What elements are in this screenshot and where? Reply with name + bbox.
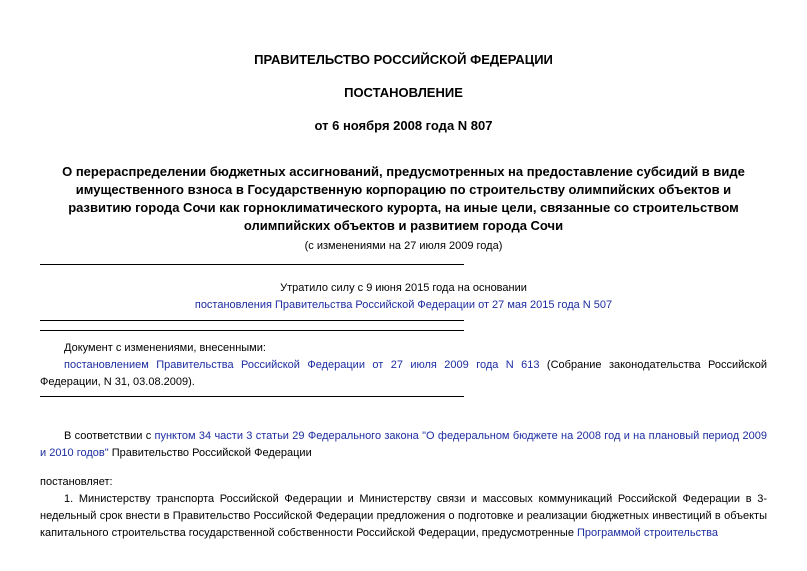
title-line: О перераспределении бюджетных ассигнований, предусмотренных на предоставление субсидий в виде [62,164,745,179]
document-date-number: от 6 ноября 2008 года N 807 [314,118,493,133]
preamble-link-article[interactable]: пунктом 34 части 3 статьи 29 [154,430,305,442]
clause-1 [40,491,767,542]
title-line: имущественного взноса в Государственную корпорацию по строительству олимпийских объектов и [75,182,732,197]
preamble-prefix: В соответствии с [64,430,155,442]
amendment-note: (с изменениями на 27 июля 2009 года) [304,240,503,252]
divider [40,396,464,397]
divider [40,330,464,331]
government-name: ПРАВИТЕЛЬСТВО РОССИЙСКОЙ ФЕДЕРАЦИИ [254,52,553,67]
clause-1-text: 1. Министерству транспорта Российской Федерации и Министерству связи и массовых коммуникаций Российской Федерации в 3-недельный срок внести в Правительство Российской Федерации предложения о подготовке и реализации бюджетных инвестиций в объекты капитального строительства государственной собственности Российской Федерации, предусмотренные [40,493,767,539]
resolves-text: постановляет: [40,476,113,488]
expiry-block [0,299,807,311]
document-title [48,163,759,235]
changes-paragraph [40,357,767,391]
divider [40,264,464,265]
changes-rest: (Собрание законодательства Российской Федерации, N 31, 03.08.2009). [40,359,767,388]
document-type: ПОСТАНОВЛЕНИЕ [344,85,463,100]
title-line: олимпийских объектов и развитием города Сочи [243,218,564,233]
clause-1-link[interactable]: Программой строительства [577,527,718,539]
changes-intro: Документ с изменениями, внесенными: [64,342,266,354]
preamble-link-law[interactable]: Федерального закона "О федеральном бюджете на 2008 год и на плановый период 2009 и 2010 годов" [40,430,767,459]
title-line: развитию города Сочи как горноклиматического курорта, на иные цели, связанные со строительством [68,200,739,215]
preamble-paragraph [40,428,767,462]
expiry-text: Утратило силу с 9 июня 2015 года на основании [280,282,527,294]
expiry-link[interactable]: постановления Правительства Российской Федерации от 27 мая 2015 года N 507 [194,299,613,311]
divider [40,320,464,321]
preamble-suffix: Правительство Российской Федерации [108,447,312,459]
changes-link[interactable]: постановлением Правительства Российской Федерации от 27 июля 2009 года N 613 [64,359,540,371]
